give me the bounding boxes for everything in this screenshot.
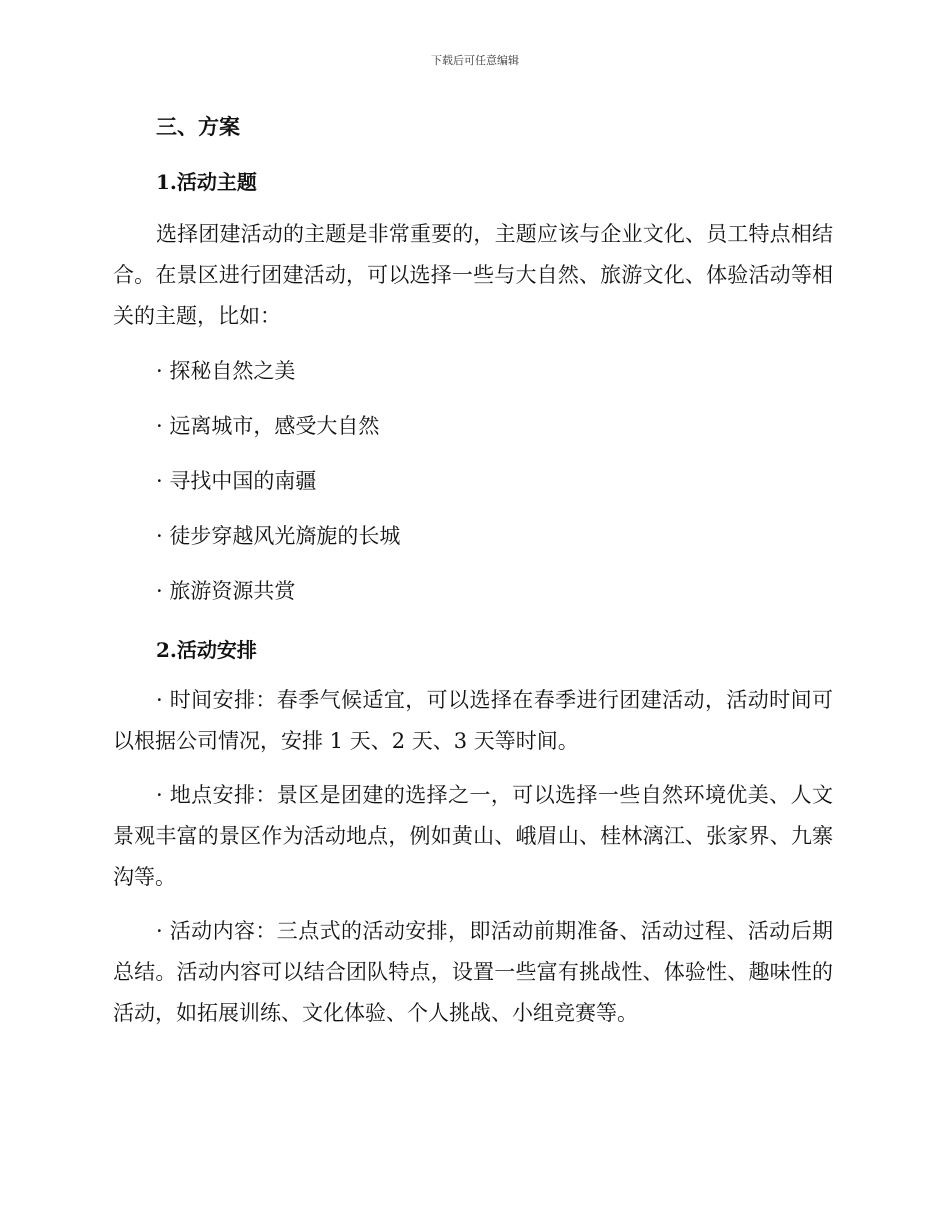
section-title: 三、方案 xyxy=(156,114,240,139)
arrangement-heading: 2.活动安排 xyxy=(156,638,257,662)
theme-item-5: · 旅游资源共赏 xyxy=(156,579,296,603)
theme-heading: 1.活动主题 xyxy=(156,170,257,194)
theme-intro-paragraph: 选择团建活动的主题是非常重要的，主题应该与企业文化、员工特点相结合。在景区进行团建活动，可以选择一些与大自然、旅游文化、体验活动等相关的主题，比如： xyxy=(113,222,833,328)
document-body xyxy=(113,110,833,1034)
arrangement-content-paragraph: · 活动内容：三点式的活动安排，即活动前期准备、活动过程、活动后期总结。活动内容可以结合团队特点，设置一些富有挑战性、体验性、趣味性的活动，如拓展训练、文化体验、个人挑战、小组竞赛等。 xyxy=(113,919,833,1025)
theme-item-3: · 寻找中国的南疆 xyxy=(156,469,317,493)
theme-item-4: · 徒步穿越风光旖旎的长城 xyxy=(156,524,401,548)
theme-item-2: · 远离城市，感受大自然 xyxy=(156,414,380,438)
arrangement-location-paragraph: · 地点安排：景区是团建的选择之一，可以选择一些自然环境优美、人文景观丰富的景区作为活动地点，例如黄山、峨眉山、桂林漓江、张家界、九寨沟等。 xyxy=(113,783,833,889)
arrangement-time-paragraph: · 时间安排：春季气候适宜，可以选择在春季进行团建活动，活动时间可以根据公司情况，安排 1 天、2 天、3 天等时间。 xyxy=(113,688,833,753)
page-header: 下载后可任意编辑 xyxy=(431,54,519,67)
theme-item-1: · 探秘自然之美 xyxy=(156,359,296,383)
